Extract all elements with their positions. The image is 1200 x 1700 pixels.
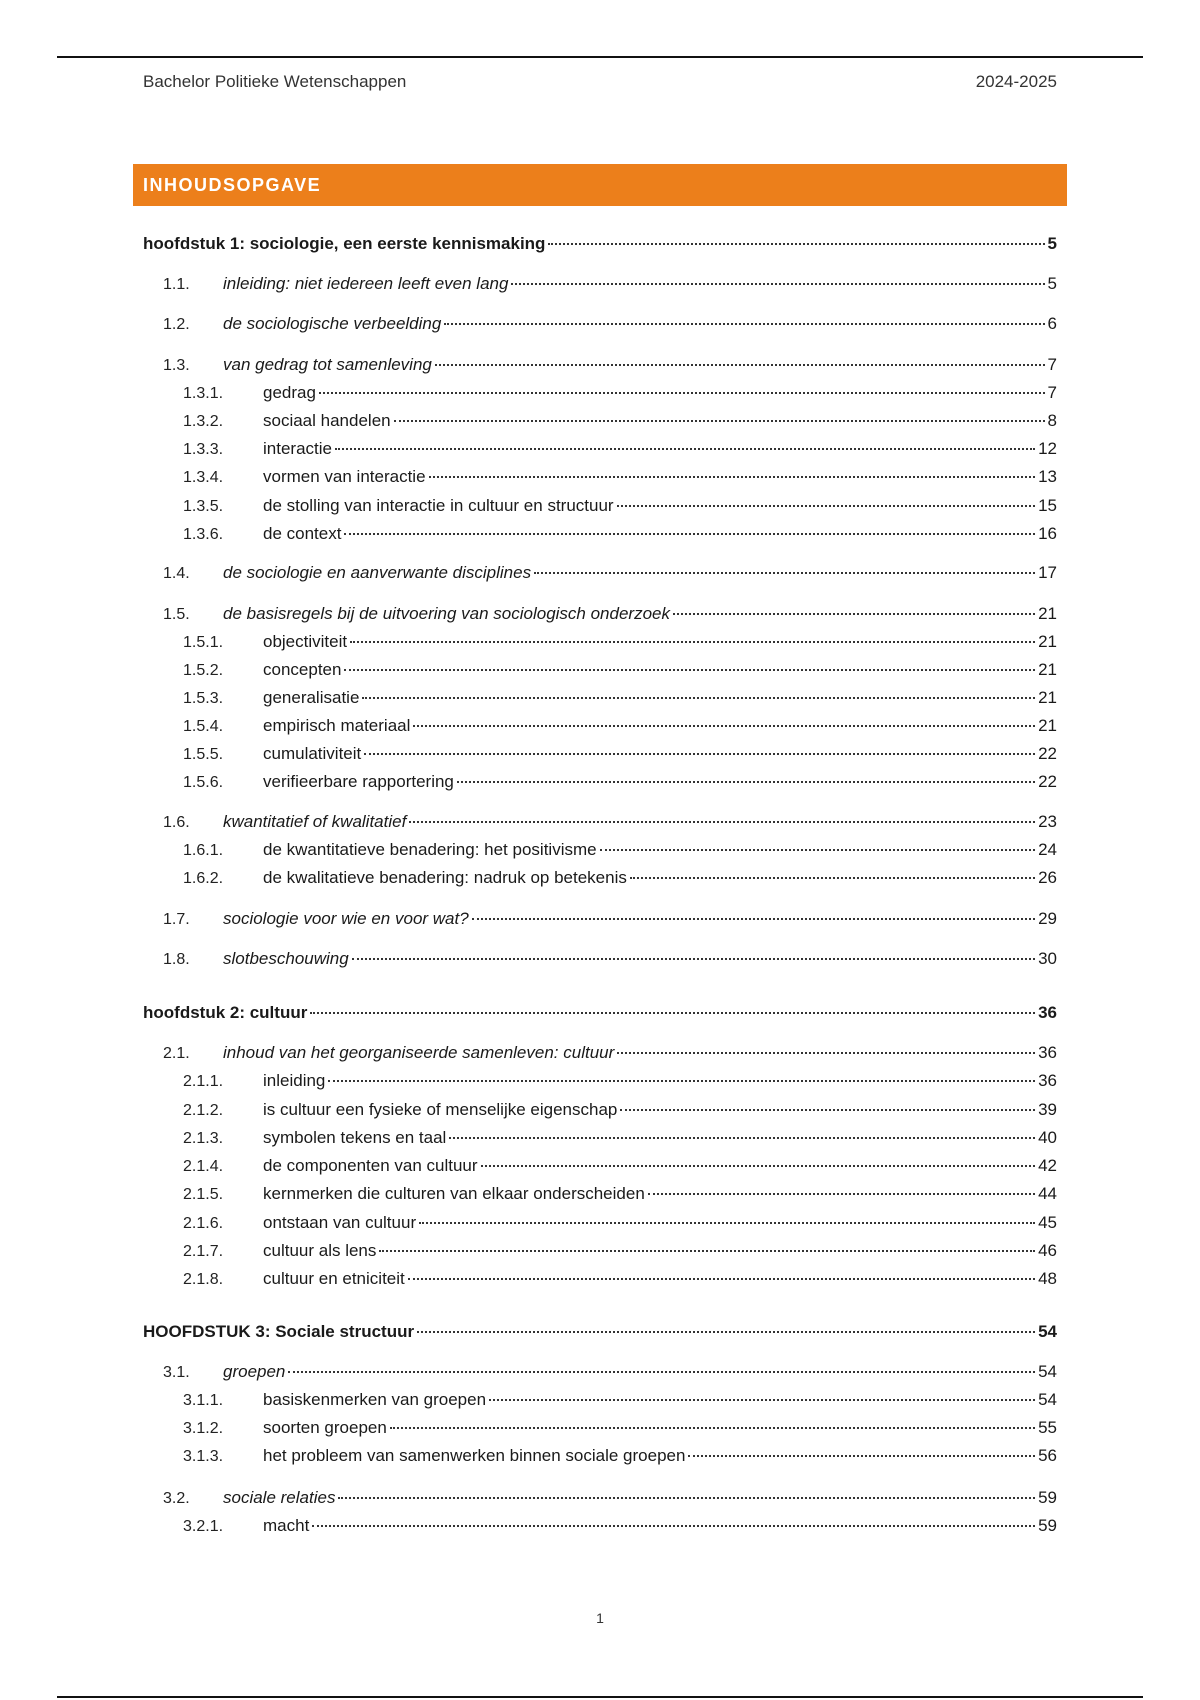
- dot-leader: [534, 572, 1035, 574]
- toc-entry-page: 24: [1038, 840, 1057, 859]
- toc-subsection-entry[interactable]: [183, 467, 1057, 491]
- toc-section-entry[interactable]: [163, 563, 1057, 587]
- toc-entry-page: 59: [1038, 1488, 1057, 1507]
- toc-entry-number: 1.5.3.: [183, 690, 224, 707]
- dot-leader: [419, 1222, 1035, 1224]
- dot-leader: [344, 533, 1035, 535]
- toc-entry-title: sociologie voor wie en voor wat?: [223, 909, 469, 928]
- toc-entry-number: 1.5.5.: [183, 746, 224, 763]
- toc-entry-number: 1.6.: [163, 814, 190, 831]
- toc-subsection-entry[interactable]: [183, 1156, 1057, 1180]
- toc-entry-number: 2.1.1.: [183, 1073, 224, 1090]
- toc-entry-page: 48: [1038, 1269, 1057, 1288]
- toc-entry-page: 8: [1047, 411, 1057, 430]
- toc-entry-number: 1.5.1.: [183, 634, 224, 651]
- dot-leader: [413, 725, 1035, 727]
- toc-entry-title: de componenten van cultuur: [263, 1156, 478, 1175]
- toc-subsection-entry[interactable]: [183, 840, 1057, 864]
- toc-entry-number: 1.6.2.: [183, 870, 224, 887]
- toc-title-banner: INHOUDSOPGAVE: [133, 164, 1067, 206]
- toc-entry-title: de sociologie en aanverwante disciplines: [223, 563, 532, 582]
- header-left: Bachelor Politieke Wetenschappen: [143, 72, 407, 91]
- toc-entry-title: inleiding: niet iedereen leeft even lang: [223, 274, 509, 293]
- toc-subsection-entry[interactable]: [183, 439, 1057, 463]
- toc-entry-title: hoofdstuk 2: cultuur: [143, 1003, 308, 1022]
- toc-entry-page: 29: [1038, 909, 1057, 928]
- toc-entry-page: 21: [1038, 632, 1057, 651]
- toc-entry-page: 7: [1047, 383, 1057, 402]
- toc-entry-page: 21: [1038, 660, 1057, 679]
- toc-subsection-entry[interactable]: [183, 1269, 1057, 1293]
- toc-entry-page: 55: [1038, 1418, 1057, 1437]
- toc-entry-title: de stolling van interactie in cultuur en structuur: [263, 496, 614, 515]
- toc-entry-page: 7: [1047, 355, 1057, 374]
- toc-entry-page: 45: [1038, 1213, 1057, 1232]
- toc-subsection-entry[interactable]: [183, 1184, 1057, 1208]
- toc-entry-number: 1.5.4.: [183, 718, 224, 735]
- dot-leader: [444, 323, 1044, 325]
- toc-section-entry[interactable]: [163, 274, 1057, 298]
- toc-entry-page: 5: [1047, 274, 1057, 293]
- toc-entry-page: 15: [1038, 496, 1057, 515]
- toc-entry-number: 1.5.: [163, 606, 190, 623]
- toc-subsection-entry[interactable]: [183, 632, 1057, 656]
- toc-entry-page: 21: [1038, 604, 1057, 623]
- dot-leader: [630, 877, 1035, 879]
- toc-entry-title: groepen: [223, 1362, 286, 1381]
- toc-entry-page: 30: [1038, 949, 1057, 968]
- toc-subsection-entry[interactable]: [183, 1446, 1057, 1470]
- toc-entry-page: 42: [1038, 1156, 1057, 1175]
- toc-entry-number: 2.1.3.: [183, 1130, 224, 1147]
- toc-subsection-entry[interactable]: [183, 868, 1057, 892]
- toc-entry-page: 54: [1038, 1322, 1057, 1341]
- toc-entry-number: 1.8.: [163, 951, 190, 968]
- toc-entry-number: 1.5.2.: [183, 662, 224, 679]
- toc-entry-number: 1.3.3.: [183, 441, 224, 458]
- toc-entry-title: kwantitatief of kwalitatief: [223, 812, 407, 831]
- toc-entry-title: hoofdstuk 1: sociologie, een eerste kennismaking: [143, 234, 546, 253]
- dot-leader: [350, 641, 1035, 643]
- toc-entry-number: 1.2.: [163, 316, 190, 333]
- toc-entry-page: 56: [1038, 1446, 1057, 1465]
- toc-section-entry[interactable]: [163, 314, 1057, 338]
- toc-entry-page: 54: [1038, 1362, 1057, 1381]
- toc-subsection-entry[interactable]: [183, 1071, 1057, 1095]
- toc-entry-number: 1.7.: [163, 911, 190, 928]
- dot-leader: [408, 1278, 1035, 1280]
- toc-entry-number: 2.1.7.: [183, 1243, 224, 1260]
- dot-leader: [620, 1109, 1035, 1111]
- toc-entry-title: van gedrag tot samenleving: [223, 355, 432, 374]
- toc-entry-page: 21: [1038, 688, 1057, 707]
- toc-entry-title: objectiviteit: [263, 632, 348, 651]
- dot-leader: [352, 958, 1035, 960]
- toc-entry-title: cultuur als lens: [263, 1241, 377, 1260]
- toc-entry-number: 2.1.2.: [183, 1102, 224, 1119]
- toc-entry-title: inhoud van het georganiseerde samenleven: cultuur: [223, 1043, 615, 1062]
- dot-leader: [617, 1052, 1035, 1054]
- toc-entry-number: 2.1.4.: [183, 1158, 224, 1175]
- toc-entry-page: 16: [1038, 524, 1057, 543]
- toc-entry-page: 46: [1038, 1241, 1057, 1260]
- toc-entry-title: slotbeschouwing: [223, 949, 349, 968]
- toc-subsection-entry[interactable]: [183, 744, 1057, 768]
- dot-leader: [288, 1371, 1035, 1373]
- toc-entry-title: soorten groepen: [263, 1418, 387, 1437]
- toc-subsection-entry[interactable]: [183, 1241, 1057, 1265]
- toc-entry-number: 1.3.4.: [183, 469, 224, 486]
- toc-entry-title: de context: [263, 524, 342, 543]
- toc-entry-page: 22: [1038, 772, 1057, 791]
- dot-leader: [617, 505, 1036, 507]
- toc-entry-page: 40: [1038, 1128, 1057, 1147]
- toc-entry-number: 3.1.3.: [183, 1448, 224, 1465]
- toc-entry-number: 3.1.2.: [183, 1420, 224, 1437]
- dot-leader: [449, 1137, 1035, 1139]
- toc-subsection-entry[interactable]: [183, 1100, 1057, 1124]
- dot-leader: [362, 697, 1035, 699]
- toc-section-entry[interactable]: [163, 1043, 1057, 1067]
- toc-section-entry[interactable]: [163, 355, 1057, 379]
- toc-entry-page: 26: [1038, 868, 1057, 887]
- toc-entry-title: sociaal handelen: [263, 411, 391, 430]
- dot-leader: [338, 1497, 1035, 1499]
- toc-entry-title: de kwantitatieve benadering: het positivisme: [263, 840, 597, 859]
- toc-entry-title: is cultuur een fysieke of menselijke eigenschap: [263, 1100, 618, 1119]
- toc-subsection-entry[interactable]: [183, 1418, 1057, 1442]
- toc-entry-title: symbolen tekens en taal: [263, 1128, 447, 1147]
- toc-entry-page: 54: [1038, 1390, 1057, 1409]
- toc-entry-page: 36: [1038, 1043, 1057, 1062]
- toc-entry-title: HOOFDSTUK 3: Sociale structuur: [143, 1322, 415, 1341]
- dot-leader: [511, 283, 1044, 285]
- toc-entry-title: empirisch materiaal: [263, 716, 411, 735]
- toc-entry-title: macht: [263, 1516, 310, 1535]
- toc-entry-title: de sociologische verbeelding: [223, 314, 442, 333]
- toc-entry-number: 1.3.: [163, 357, 190, 374]
- dot-leader: [489, 1399, 1035, 1401]
- toc-subsection-entry[interactable]: [183, 1128, 1057, 1152]
- toc-entry-number: 1.6.1.: [183, 842, 224, 859]
- top-rule: [57, 56, 1143, 58]
- toc-subsection-entry[interactable]: [183, 1213, 1057, 1237]
- toc-subsection-entry[interactable]: [183, 383, 1057, 407]
- toc-entry-page: 39: [1038, 1100, 1057, 1119]
- toc-entry-title: inleiding: [263, 1071, 326, 1090]
- toc-entry-number: 1.3.1.: [183, 385, 224, 402]
- toc-entry-number: 3.2.1.: [183, 1518, 224, 1535]
- toc-entry-title: interactie: [263, 439, 332, 458]
- toc-entry-number: 2.1.8.: [183, 1271, 224, 1288]
- toc-entry-title: cultuur en etniciteit: [263, 1269, 405, 1288]
- dot-leader: [429, 476, 1036, 478]
- toc-section-entry[interactable]: [163, 949, 1057, 973]
- toc-entry-page: 5: [1047, 234, 1057, 253]
- toc-entry-title: de basisregels bij de uitvoering van sociologisch onderzoek: [223, 604, 670, 623]
- toc-entry-number: 3.2.: [163, 1490, 190, 1507]
- dot-leader: [457, 781, 1035, 783]
- toc-entry-number: 1.1.: [163, 276, 190, 293]
- toc-subsection-entry[interactable]: [183, 411, 1057, 435]
- toc-subsection-entry[interactable]: [183, 660, 1057, 684]
- toc-subsection-entry[interactable]: [183, 716, 1057, 740]
- dot-leader: [688, 1455, 1035, 1457]
- toc-entry-number: 3.1.: [163, 1364, 190, 1381]
- dot-leader: [328, 1080, 1035, 1082]
- toc-entry-title: vormen van interactie: [263, 467, 426, 486]
- toc-entry-title: ontstaan van cultuur: [263, 1213, 417, 1232]
- toc-chapter-entry[interactable]: [143, 234, 1057, 258]
- toc-entry-number: 1.3.5.: [183, 498, 224, 515]
- dot-leader: [394, 420, 1045, 422]
- dot-leader: [417, 1331, 1035, 1333]
- toc-entry-page: 17: [1038, 563, 1057, 582]
- toc-entry-title: de kwalitatieve benadering: nadruk op betekenis: [263, 868, 627, 887]
- dot-leader: [435, 364, 1045, 366]
- toc-entry-page: 23: [1038, 812, 1057, 831]
- toc-chapter-entry[interactable]: [143, 1322, 1057, 1346]
- toc-entry-number: 1.3.6.: [183, 526, 224, 543]
- toc-section-entry[interactable]: [163, 1488, 1057, 1512]
- toc-entry-title: kernmerken die culturen van elkaar onderscheiden: [263, 1184, 645, 1203]
- toc-entry-title: generalisatie: [263, 688, 360, 707]
- toc-subsection-entry[interactable]: [183, 772, 1057, 796]
- toc-entry-page: 13: [1038, 467, 1057, 486]
- toc-chapter-entry[interactable]: [143, 1003, 1057, 1027]
- toc-section-entry[interactable]: [163, 1362, 1057, 1386]
- dot-leader: [548, 243, 1044, 245]
- dot-leader: [673, 613, 1035, 615]
- toc-entry-title: cumulativiteit: [263, 744, 362, 763]
- toc-entry-page: 22: [1038, 744, 1057, 763]
- toc-subsection-entry[interactable]: [183, 688, 1057, 712]
- toc-entry-title: basiskenmerken van groepen: [263, 1390, 487, 1409]
- toc-entry-page: 44: [1038, 1184, 1057, 1203]
- dot-leader: [310, 1012, 1035, 1014]
- toc-entry-title: sociale relaties: [223, 1488, 336, 1507]
- toc-entry-number: 2.1.: [163, 1045, 190, 1062]
- dot-leader: [600, 849, 1035, 851]
- toc-entry-number: 1.4.: [163, 565, 190, 582]
- toc-entry-page: 12: [1038, 439, 1057, 458]
- toc-entry-page: 59: [1038, 1516, 1057, 1535]
- toc-subsection-entry[interactable]: [183, 1516, 1057, 1540]
- header-right: 2024-2025: [975, 72, 1057, 91]
- dot-leader: [648, 1193, 1035, 1195]
- toc-entry-page: 21: [1038, 716, 1057, 735]
- dot-leader: [409, 821, 1035, 823]
- dot-leader: [335, 448, 1035, 450]
- toc-subsection-entry[interactable]: [183, 524, 1057, 548]
- toc-entry-page: 36: [1038, 1003, 1057, 1022]
- toc-entry-number: 2.1.5.: [183, 1186, 224, 1203]
- toc-section-entry[interactable]: [163, 909, 1057, 933]
- toc-entry-number: 1.5.6.: [183, 774, 224, 791]
- dot-leader: [364, 753, 1035, 755]
- toc-entry-title: gedrag: [263, 383, 316, 402]
- bottom-rule: [57, 1696, 1143, 1698]
- toc-entry-number: 3.1.1.: [183, 1392, 224, 1409]
- toc-entry-number: 2.1.6.: [183, 1215, 224, 1232]
- toc-entry-title: het probleem van samenwerken binnen sociale groepen: [263, 1446, 686, 1465]
- dot-leader: [344, 669, 1035, 671]
- page-number: 1: [596, 1610, 604, 1626]
- toc-entry-title: verifieerbare rapportering: [263, 772, 454, 791]
- dot-leader: [472, 918, 1035, 920]
- toc-section-entry[interactable]: [163, 604, 1057, 628]
- toc-section-entry[interactable]: [163, 812, 1057, 836]
- dot-leader: [481, 1165, 1036, 1167]
- dot-leader: [312, 1525, 1035, 1527]
- dot-leader: [379, 1250, 1035, 1252]
- toc-entry-page: 6: [1047, 314, 1057, 333]
- toc-entry-title: concepten: [263, 660, 342, 679]
- toc-subsection-entry[interactable]: [183, 496, 1057, 520]
- toc-subsection-entry[interactable]: [183, 1390, 1057, 1414]
- toc-entry-number: 1.3.2.: [183, 413, 224, 430]
- dot-leader: [390, 1427, 1035, 1429]
- dot-leader: [319, 392, 1045, 394]
- toc-entry-page: 36: [1038, 1071, 1057, 1090]
